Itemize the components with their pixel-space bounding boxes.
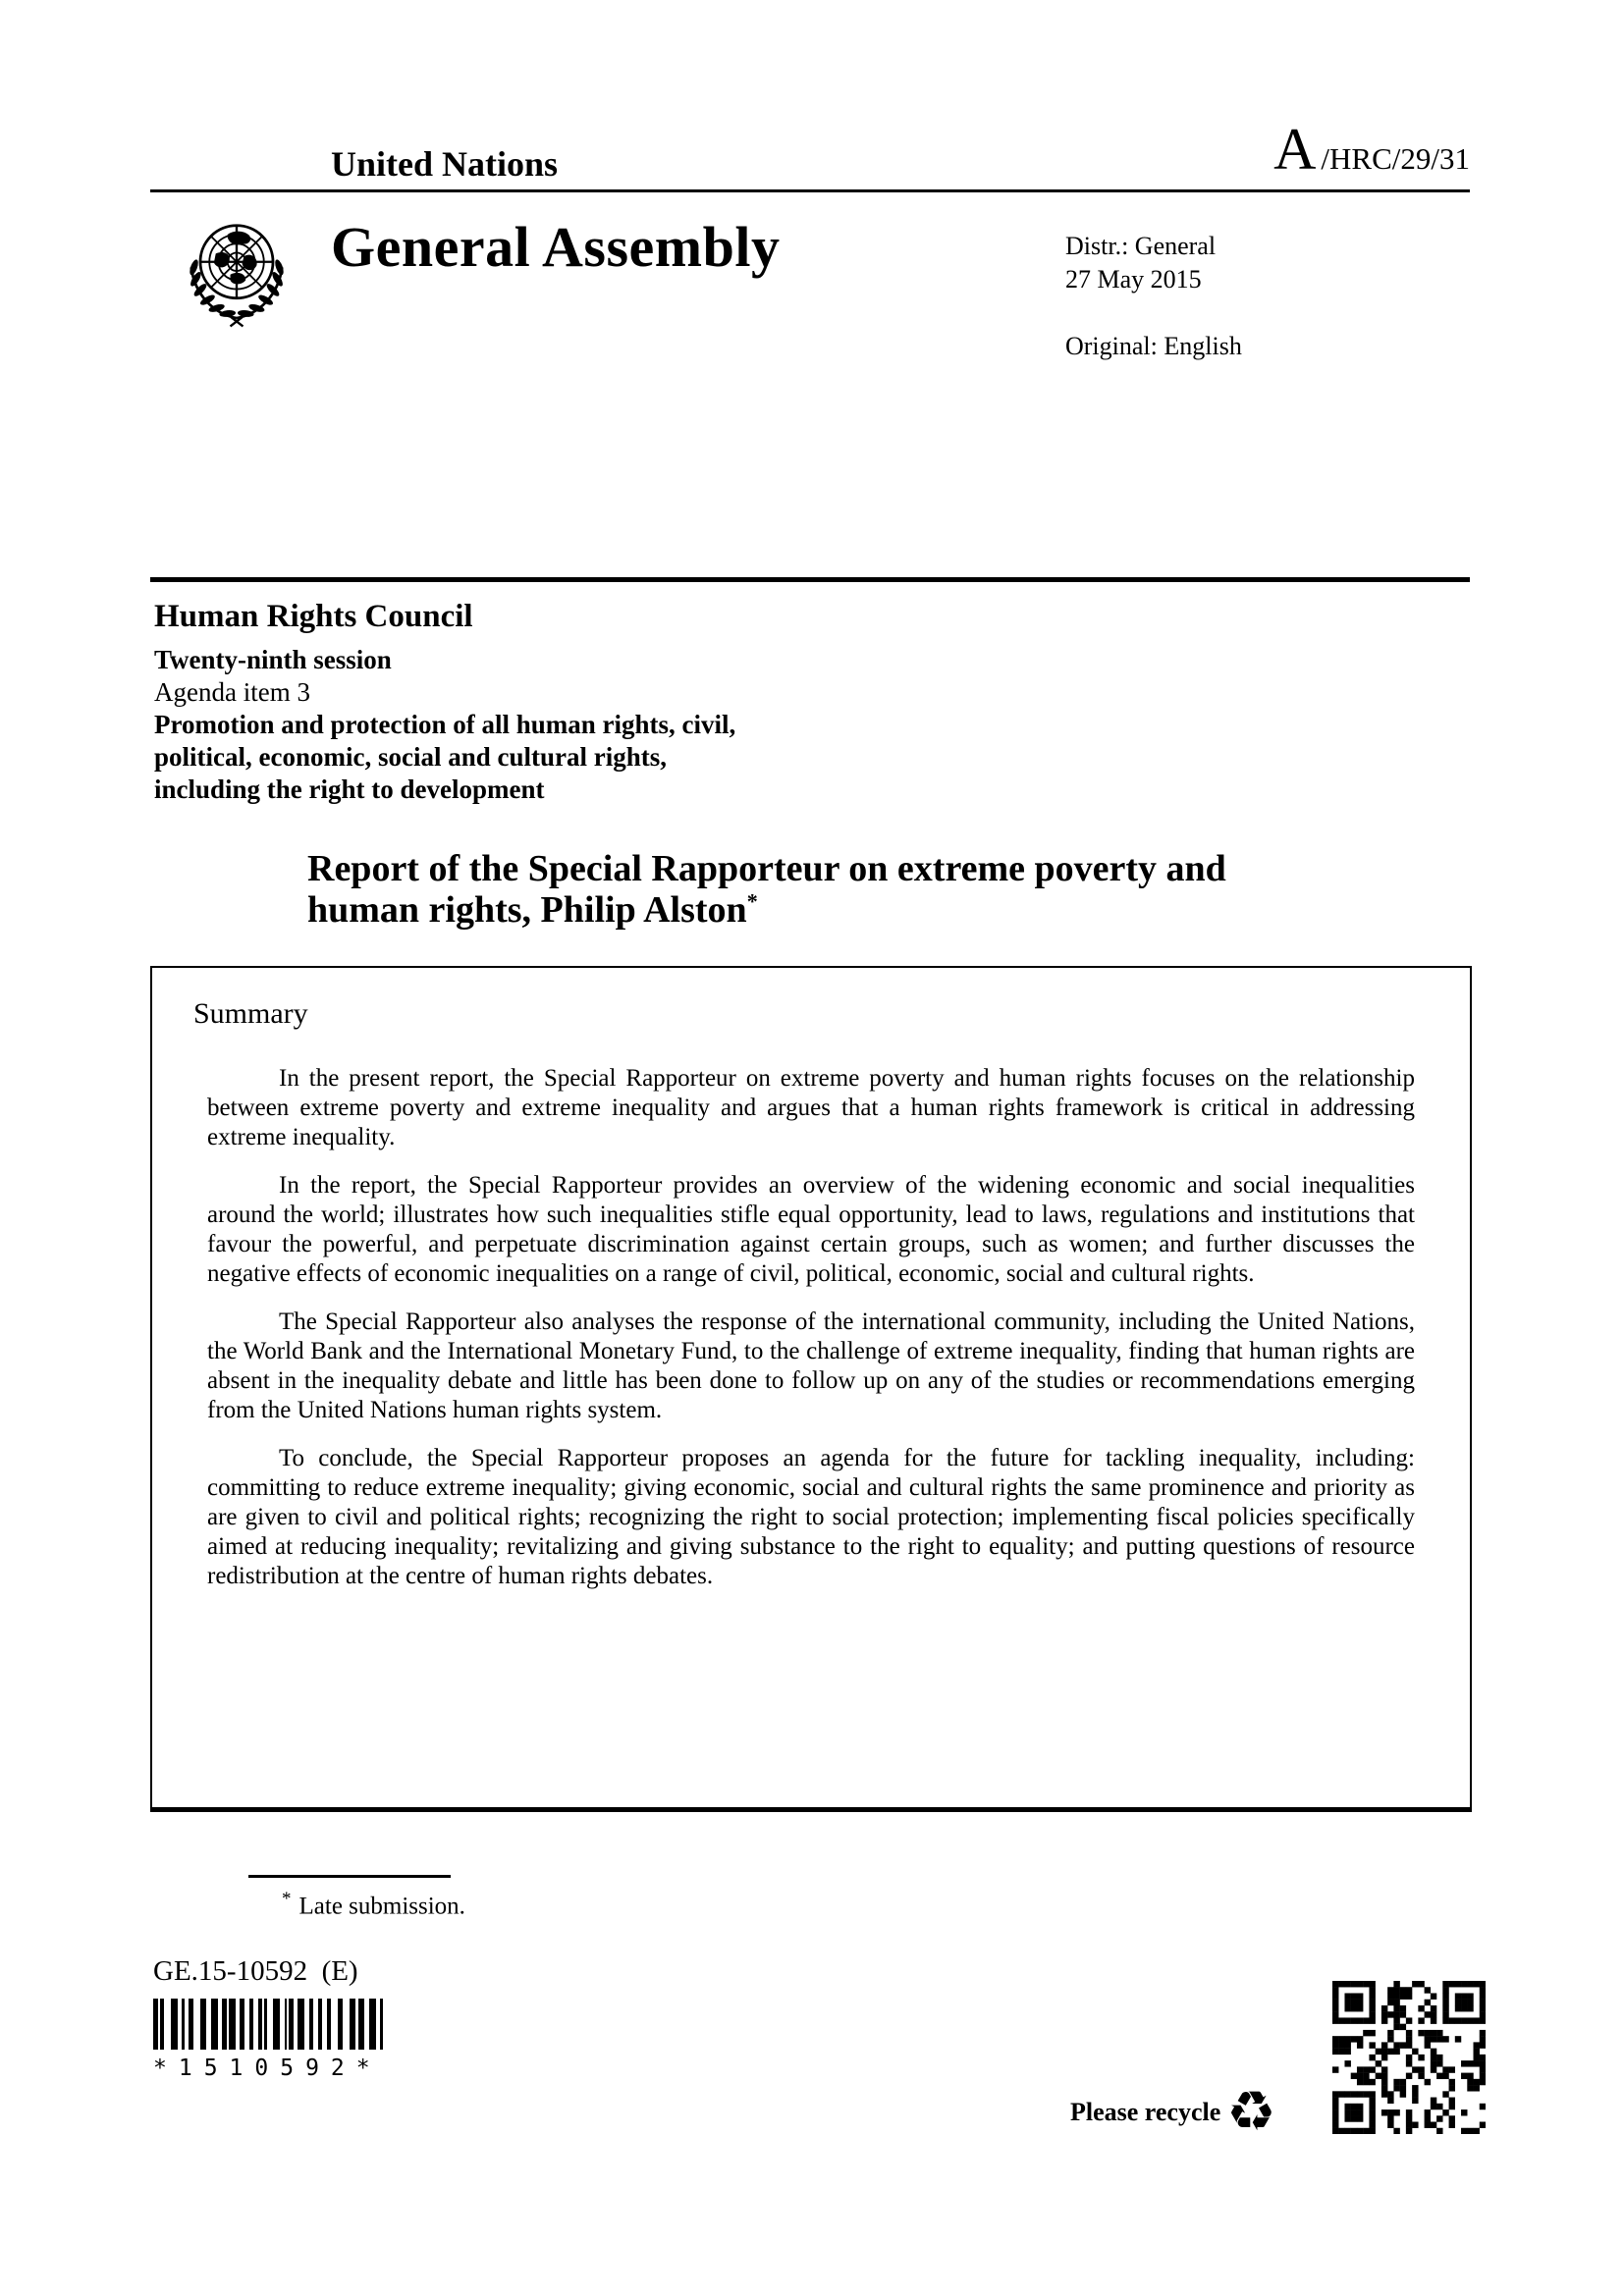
qr-code xyxy=(1332,1981,1486,2134)
section-divider xyxy=(150,577,1470,582)
report-title-line xyxy=(307,889,1348,931)
barcode-text: *1510592* xyxy=(153,2056,382,2081)
ge-document-code: GE.15-10592 (E) xyxy=(153,1955,358,1987)
footnote xyxy=(282,1889,465,1920)
distr-line: Distr.: General xyxy=(1065,232,1217,260)
org-name: United Nations xyxy=(331,144,559,184)
report-title-line: Report of the Special Rapporteur on extreme poverty and xyxy=(307,848,1226,889)
agenda-title-line: Promotion and protection of all human rights, civil, xyxy=(154,710,736,739)
summary-paragraph: The Special Rapporteur also analyses the response of the international community, including the United Nations, the World Bank and the International Monetary Fund, to the challenge of extreme inequality, finding that human rights are absent in the inequality debate and little has been done to follow up on any of the studies or recommendations emerging from the United Nations human rights system. xyxy=(207,1308,1415,1423)
report-title-text: human rights, Philip Alston xyxy=(307,889,747,931)
please-recycle xyxy=(1070,2080,1276,2144)
summary-paragraph: In the present report, the Special Rapporteur on extreme poverty and human rights focuses on the relationship between extreme poverty and extreme inequality and argues that a human rights framework is critical in addressing extreme inequality. xyxy=(207,1065,1415,1150)
document-symbol-number: /HRC/29/31 xyxy=(1321,141,1470,176)
footnote-marker: * xyxy=(282,1889,292,1909)
header-divider xyxy=(150,189,1470,192)
footnote-reference-marker: * xyxy=(746,888,758,914)
summary-paragraph: To conclude, the Special Rapporteur proposes an agenda for the future for tackling inequality, including: committing to reduce extreme inequality; giving economic, social and cultural rights the same prominence and priority as are given to civil and political rights; recognizing the right to social protection; implementing fiscal policies specifically aimed at reducing inequality; revitalizing and giving substance to the right to equality; and putting questions of resource redistribution at the centre of human rights debates. xyxy=(207,1445,1415,1589)
recycle-label: Please recycle xyxy=(1070,2098,1221,2126)
session-block xyxy=(154,597,735,806)
council-name: Human Rights Council xyxy=(154,599,473,634)
summary-box xyxy=(150,966,1472,1812)
summary-paragraph: In the report, the Special Rapporteur provides an overview of the widening economic and social inequalities around the world; illustrates how such inequalities stifle equal opportunity, lead to laws, regulations and institutions that favour the powerful, and perpetuate discrimination against certain groups, such as women; and further discusses the negative effects of economic inequalities on a range of civil, political, economic, social and cultural rights. xyxy=(207,1172,1415,1287)
footnote-text: Late submission. xyxy=(298,1893,465,1920)
report-title xyxy=(307,848,1348,931)
agenda-title-line: including the right to development xyxy=(154,774,545,804)
summary-paragraphs xyxy=(207,1064,1415,1591)
agenda-title-line: political, economic, social and cultural rights, xyxy=(154,742,667,772)
summary-heading: Summary xyxy=(193,997,308,1030)
agenda-item: Agenda item 3 xyxy=(154,677,310,707)
distribution-block xyxy=(1065,230,1242,363)
assembly-title: General Assembly xyxy=(331,215,781,279)
session-number: Twenty-ninth session xyxy=(154,645,392,674)
document-symbol-letter: A xyxy=(1273,117,1317,182)
original-language-line: Original: English xyxy=(1065,332,1242,360)
footnote-divider xyxy=(248,1875,451,1878)
document-symbol xyxy=(1273,117,1470,182)
date-line: 27 May 2015 xyxy=(1065,265,1202,294)
recycle-icon: ♻ xyxy=(1226,2080,1276,2144)
barcode xyxy=(153,1999,383,2050)
un-emblem-icon xyxy=(164,210,309,332)
